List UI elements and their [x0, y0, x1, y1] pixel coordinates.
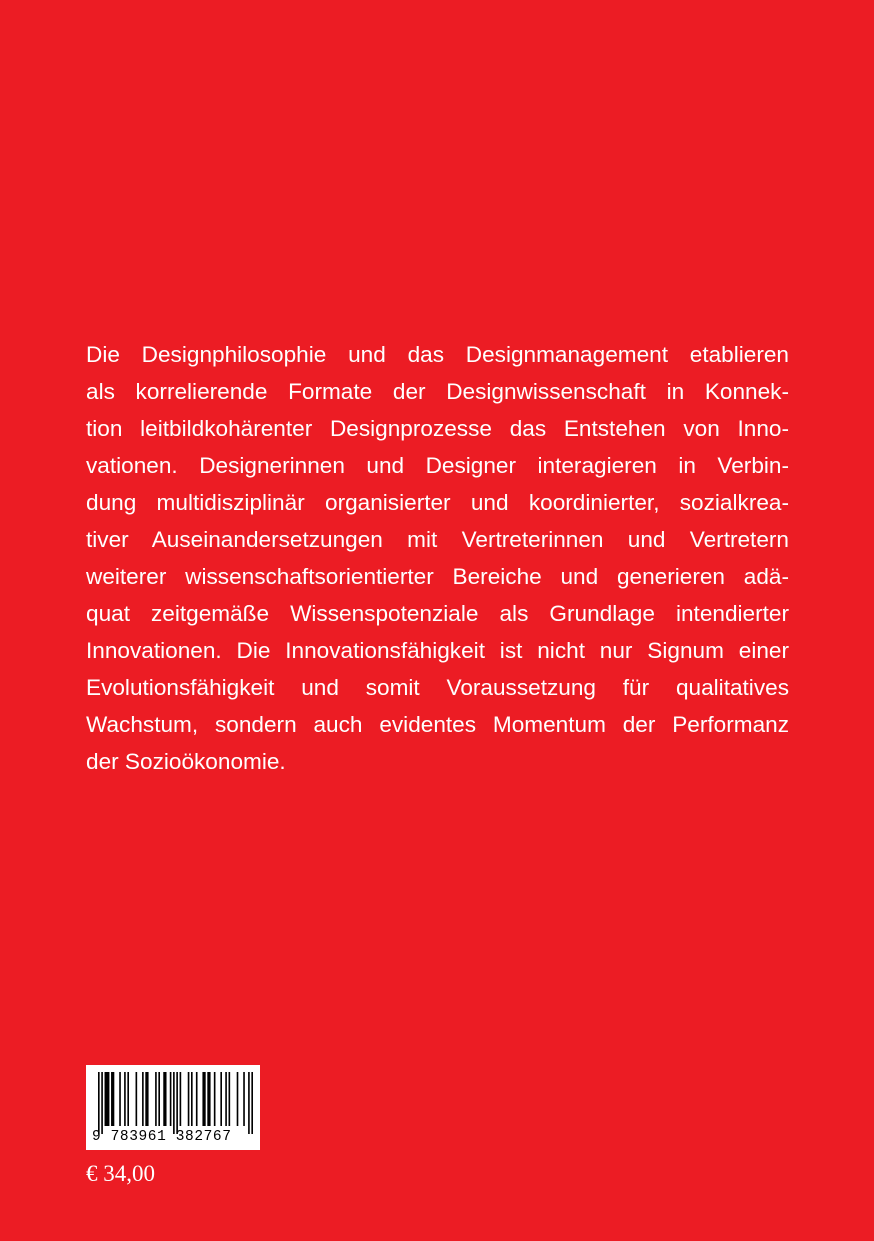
barcode-bar — [127, 1072, 129, 1126]
barcode-bar — [214, 1072, 216, 1126]
barcode-bar — [170, 1072, 172, 1126]
barcode-bar — [207, 1072, 210, 1126]
blurb-line: als korrelierende Formate der Designwissenschaft in Konnek- — [86, 379, 789, 404]
barcode-bar — [225, 1072, 227, 1126]
barcode-bar — [180, 1072, 182, 1126]
blurb-line: dung multidisziplinär organisierter und koordinierter, sozialkrea- — [86, 490, 789, 515]
isbn-number: 9 783961 382767 — [92, 1129, 232, 1145]
blurb-line: Die Designphilosophie und das Designmanagement etablieren — [86, 342, 789, 367]
barcode-bar — [105, 1072, 110, 1126]
barcode-bar — [188, 1072, 190, 1126]
barcode-bar — [158, 1072, 160, 1126]
barcode-bar — [142, 1072, 144, 1126]
barcode-bar — [229, 1072, 231, 1126]
barcode-bar — [119, 1072, 121, 1126]
blurb-line: Evolutionsfähigkeit und somit Voraussetzung für qualitatives — [86, 675, 789, 700]
barcode-bar — [220, 1072, 222, 1126]
blurb-line: quat zeitgemäße Wissenspotenziale als Grundlage intendierter — [86, 601, 789, 626]
barcode-bars — [98, 1072, 253, 1134]
barcode-bar — [136, 1072, 138, 1126]
barcode-bar — [251, 1072, 253, 1134]
barcode-bar — [176, 1072, 178, 1134]
barcode-bar — [243, 1072, 245, 1126]
blurb-line: tiver Auseinandersetzungen mit Vertreterinnen und Vertretern — [86, 527, 789, 552]
isbn-barcode — [86, 1065, 260, 1150]
barcode-bar — [145, 1072, 148, 1126]
back-cover-blurb — [86, 336, 789, 780]
blurb-line: weiterer wissenschaftsorientierter Bereiche und generieren adä- — [86, 564, 789, 589]
barcode-bar — [101, 1072, 103, 1134]
barcode-bar — [202, 1072, 205, 1126]
blurb-line: Innovationen. Die Innovationsfähigkeit ist nicht nur Signum einer — [86, 638, 789, 663]
blurb-line: tion leitbildkohärenter Designprozesse das Entstehen von Inno- — [86, 416, 789, 441]
barcode-bar — [163, 1072, 166, 1126]
blurb-line: Wachstum, sondern auch evidentes Momentum der Performanz — [86, 712, 789, 737]
blurb-line: vationen. Designerinnen und Designer interagieren in Verbin- — [86, 453, 789, 478]
barcode-bar — [237, 1072, 239, 1126]
barcode-bar — [191, 1072, 193, 1126]
blurb-line: der Sozioökonomie. — [86, 749, 286, 774]
barcode-bar — [248, 1072, 250, 1134]
barcode-bar — [111, 1072, 114, 1126]
barcode-bar — [173, 1072, 175, 1134]
barcode-bar — [196, 1072, 198, 1126]
price-label: € 34,00 — [86, 1161, 155, 1186]
barcode-bar — [155, 1072, 157, 1126]
barcode-bar — [98, 1072, 100, 1134]
barcode-bar — [124, 1072, 126, 1126]
